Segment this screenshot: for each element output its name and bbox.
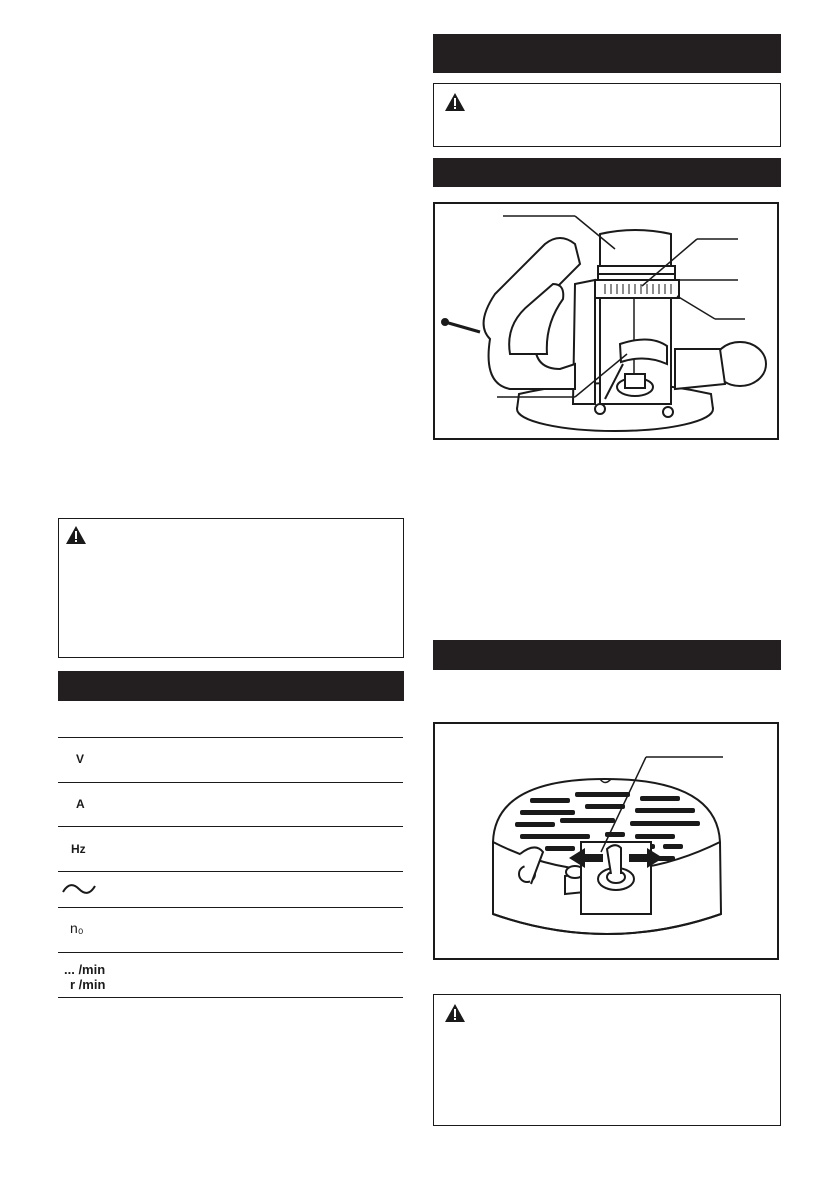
symbol-row-divider bbox=[58, 906, 403, 908]
symbol-row-divider bbox=[58, 870, 403, 872]
symbol-revolutions-per-minute: r /min bbox=[70, 977, 106, 992]
router-illustration bbox=[435, 204, 777, 438]
alternating-current-icon bbox=[60, 880, 98, 898]
symbol-row-divider bbox=[58, 736, 403, 738]
router-figure bbox=[433, 202, 779, 440]
base-figure bbox=[433, 722, 779, 960]
symbols-header-bar bbox=[58, 671, 404, 701]
symbol-row-divider bbox=[58, 951, 403, 953]
symbol-hertz: Hz bbox=[71, 842, 86, 856]
warning-box-left bbox=[58, 518, 404, 658]
base-illustration bbox=[435, 724, 777, 958]
symbol-no-load-speed: n₀ bbox=[70, 920, 84, 936]
warning-triangle-icon bbox=[444, 92, 466, 112]
warning-triangle-icon bbox=[444, 1003, 466, 1023]
section-header-bar-2 bbox=[433, 158, 781, 187]
symbol-row-divider bbox=[58, 996, 403, 998]
section-header-bar-3 bbox=[433, 640, 781, 670]
symbol-amperes: A bbox=[76, 797, 85, 811]
warning-triangle-icon bbox=[65, 525, 87, 545]
symbol-per-minute: ... /min bbox=[64, 962, 106, 977]
section-header-bar-top bbox=[433, 34, 781, 73]
symbol-row-divider bbox=[58, 781, 403, 783]
symbol-row-divider bbox=[58, 825, 403, 827]
warning-box-right-top bbox=[433, 83, 781, 147]
symbol-volts: V bbox=[76, 752, 85, 766]
warning-box-right-bottom bbox=[433, 994, 781, 1126]
